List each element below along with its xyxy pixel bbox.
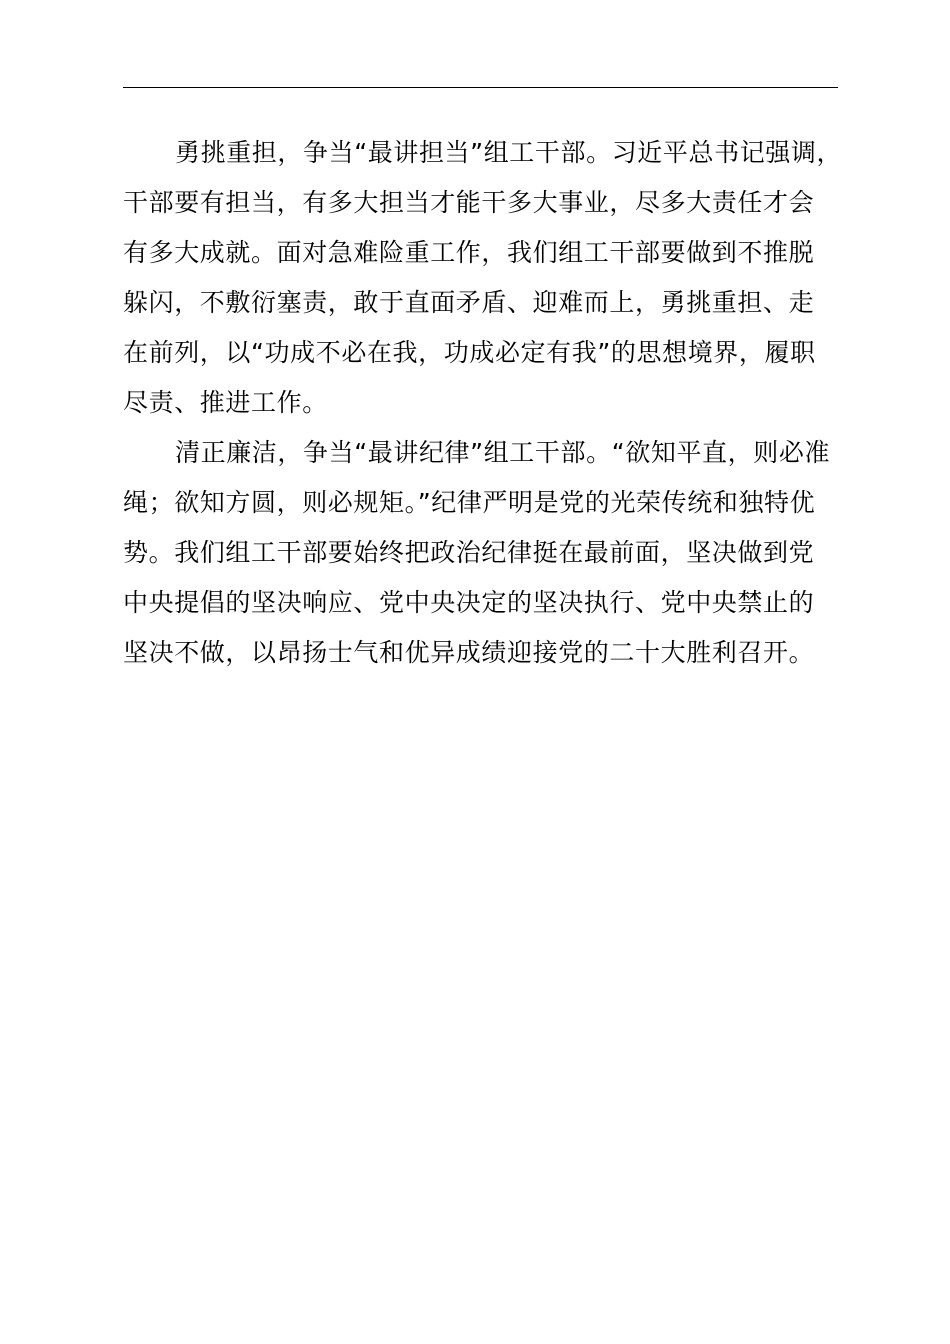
text-line: 勇挑重担，争当“最讲担当”组工干部。习近平总书记强调， xyxy=(175,138,843,167)
paragraph-discipline xyxy=(123,428,847,678)
text-line: 中央提倡的坚决响应、党中央决定的坚决执行、党中央禁止的 xyxy=(123,588,815,617)
text-line: 势。我们组工干部要始终把政治纪律挺在最前面，坚决做到党 xyxy=(123,538,815,567)
text-line: 干部要有担当，有多大担当才能干多大事业，尽多大责任才会 xyxy=(123,188,815,217)
paragraph-responsibility xyxy=(123,128,847,428)
text-line: 清正廉洁，争当“最讲纪律”组工干部。“欲知平直，则必准 xyxy=(175,438,831,467)
text-line: 坚决不做，以昂扬士气和优异成绩迎接党的二十大胜利召开。 xyxy=(123,638,815,667)
text-line: 尽责、推进工作。 xyxy=(123,388,328,417)
document-body xyxy=(123,128,847,678)
header-rule xyxy=(123,87,838,88)
text-line: 有多大成就。面对急难险重工作，我们组工干部要做到不推脱 xyxy=(123,238,815,267)
text-line: 绳；欲知方圆，则必规矩。”纪律严明是党的光荣传统和独特优 xyxy=(123,488,816,517)
text-line: 在前列，以“功成不必在我，功成必定有我”的思想境界，履职 xyxy=(123,338,816,367)
text-line: 躲闪，不敷衍塞责，敢于直面矛盾、迎难而上，勇挑重担、走 xyxy=(123,288,815,317)
